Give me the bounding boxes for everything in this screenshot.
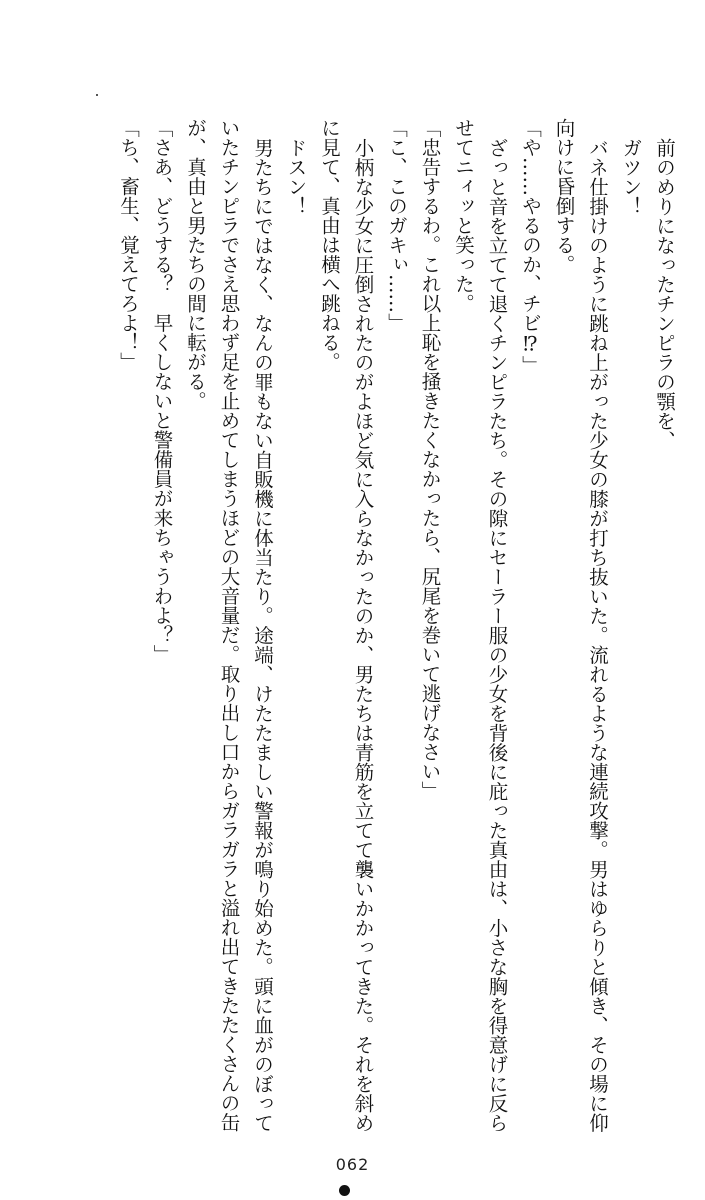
paragraph: ドスン！ <box>284 137 308 216</box>
paragraph: 前のめりになったチンピラの顎を、 <box>653 137 676 450</box>
page-marker-dot <box>339 1185 350 1196</box>
paragraph: 小柄な少女に圧倒されたのがよほど気に入らなかったのか、男たちは青筋を立てて襲いかかってきた。それを斜めに見て、真由は横へ跳ねる。 <box>318 118 375 1132</box>
paragraph: 男たちにではなく、なんの罪もない自販機に体当たり。途端、けたたましい警報が鳴り始めた。頭に血がのぼっていたチンピラでさえ思わず足を止めてしまうほどの大音量だ。取り出し口からガラガラと溢れ出てきたたくさんの缶が、真由と男たちの間に転がる。 <box>184 118 274 1132</box>
vertical-text-body <box>71 118 681 1138</box>
dialogue-line: 「ち、畜生、覚えてろよ！」 <box>117 118 140 372</box>
paragraph: バネ仕掛けのように跳ね上がった少女の膝が打ち抜いた。流れるような連続攻撃。男はゆらりと傾き、その場に仰向けに昏倒する。 <box>552 118 609 1132</box>
dialogue-line: 「こ、このガキぃ……」 <box>385 118 408 333</box>
dialogue-line: 「忠告するわ。これ以上恥を掻きたくなかったら、尻尾を巻いて逃げなさい」 <box>418 118 442 801</box>
paragraph: ざっと音を立てて退くチンピラたち。その隙にセーラー服の少女を背後に庇った真由は、小さな胸を得意げに反らせてニィッと笑った。 <box>452 118 509 1132</box>
dialogue-line: 「や……やるのか、チビ⁉」 <box>519 118 542 375</box>
page-number: 062 <box>335 1155 370 1174</box>
scan-mark <box>96 94 98 96</box>
dialogue-line: 「さあ、どうする？ 早くしないと警備員が来ちゃうわよ？」 <box>150 118 174 664</box>
paragraph: ガツン！ <box>619 137 643 216</box>
